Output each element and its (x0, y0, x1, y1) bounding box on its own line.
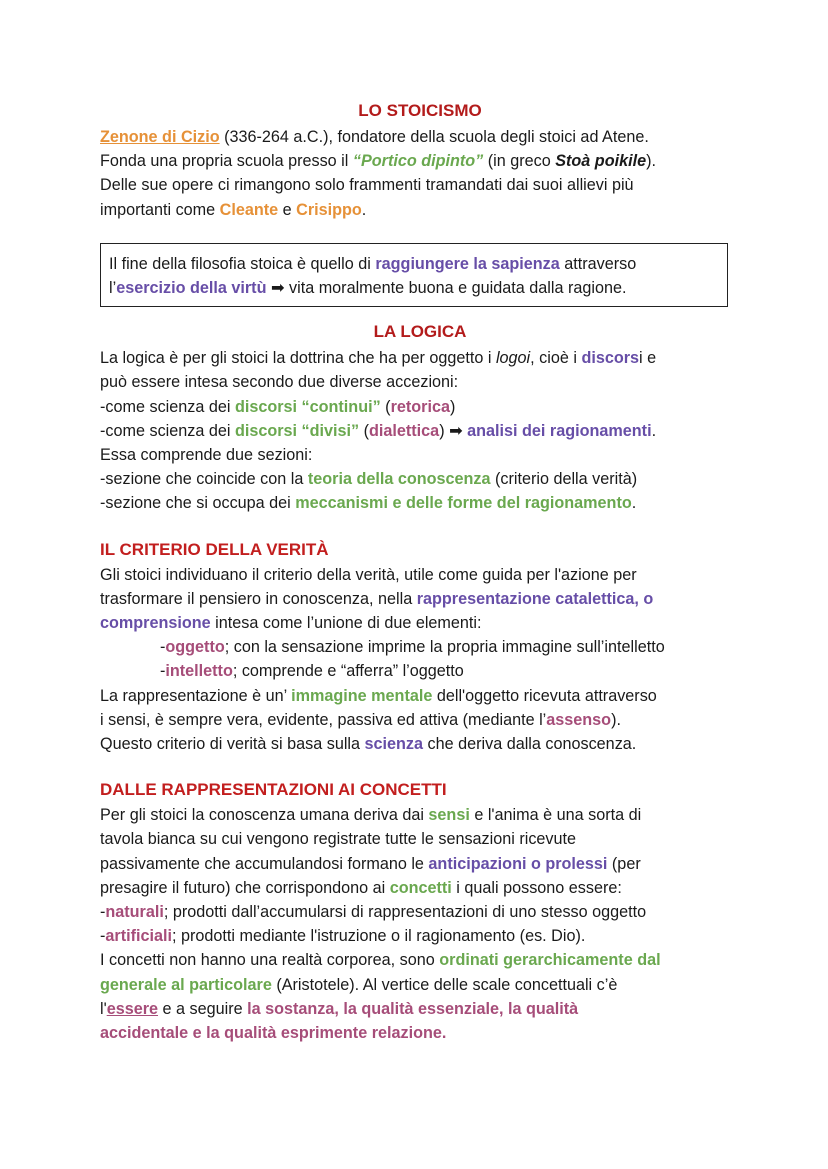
text: La logica è per gli stoici la dottrina che ha per oggetto i (100, 349, 496, 368)
text: che deriva dalla conoscenza. (423, 735, 637, 754)
artificiali-highlight: artificiali (105, 927, 172, 946)
text: . (361, 200, 367, 219)
rappresentazione-highlight: rappresentazione catalettica, o (416, 589, 654, 608)
text: (in greco (483, 152, 556, 171)
teoria-highlight: teoria della conoscenza (307, 470, 491, 489)
text: -sezione che si occupa dei (100, 494, 296, 513)
analisi-highlight: analisi dei ragionamenti (467, 421, 652, 440)
paragraph-line (100, 587, 740, 611)
text: l’ (109, 279, 117, 298)
paragraph-line: può essere intesa secondo due diverse accezioni: (100, 373, 459, 392)
text: , cioè i (530, 349, 582, 368)
generale-highlight: generale al particolare (100, 975, 272, 994)
text: . (631, 494, 637, 513)
anticipazioni-highlight: anticipazioni o prolessi (428, 854, 608, 873)
text: ( (359, 421, 370, 440)
text: (per (607, 854, 641, 873)
virtu-highlight: esercizio della virtù (116, 279, 267, 298)
ordinati-highlight: ordinati gerarchicamente dal (439, 951, 661, 970)
paragraph-line: Gli stoici individuano il criterio della verità, utile come guida per l'azione per (100, 565, 637, 584)
logoi-term: logoi (495, 349, 531, 368)
paragraph-line (100, 467, 740, 491)
text: e l'anima è una sorta di (469, 806, 642, 825)
text: Questo criterio di verità si basa sulla (100, 735, 365, 754)
text: -sezione che coincide con la (100, 470, 308, 489)
text: ➡ vita moralmente buona e guidata dalla ragione. (266, 279, 627, 298)
paragraph-line (100, 419, 740, 443)
paragraph-line (100, 198, 740, 222)
text: -come scienza dei (100, 397, 235, 416)
document-content (100, 97, 740, 1045)
cleante-highlight: Cleante (219, 200, 279, 219)
text: attraverso (559, 254, 637, 273)
stoa-term: Stoà poikile (555, 152, 647, 171)
heading-concetti: DALLE RAPPRESENTAZIONI AI CONCETTI (100, 780, 447, 800)
essere-highlight: essere (106, 999, 159, 1018)
spacer (100, 307, 740, 318)
concetti-highlight: concetti (389, 878, 452, 897)
comprensione-highlight: comprensione (100, 614, 211, 633)
retorica-highlight: retorica (390, 397, 450, 416)
text: trasformare il pensiero in conoscenza, nella (100, 589, 417, 608)
text: ). (611, 710, 621, 729)
title-logica: LA LOGICA (373, 322, 467, 342)
crisippo-highlight: Crisippo (296, 200, 362, 219)
text: Il fine della filosofia stoica è quello di (109, 254, 376, 273)
text: ) (449, 397, 456, 416)
paragraph-line (100, 876, 740, 900)
text: importanti come (100, 200, 220, 219)
text: ; prodotti dall’accumularsi di rappresentazioni di uno stesso oggetto (163, 903, 647, 922)
text: ; con la sensazione imprime la propria immagine sull’intelletto (224, 638, 665, 657)
paragraph-line: Essa comprende due sezioni: (100, 446, 313, 465)
paragraph-line (100, 924, 740, 948)
text: - (160, 662, 166, 681)
spacer (100, 222, 740, 243)
text: La rappresentazione è un’ (100, 686, 292, 705)
paragraph-line (100, 803, 740, 827)
spacer (100, 516, 740, 537)
text: ; prodotti mediante l'istruzione o il ragionamento (es. Dio). (171, 927, 586, 946)
text: intesa come l’unione di due elementi: (210, 614, 482, 633)
text: l' (100, 999, 107, 1018)
paragraph-line (100, 900, 740, 924)
divisi-highlight: discorsi “divisi” (234, 421, 360, 440)
text: . (651, 421, 657, 440)
text: ( (380, 397, 391, 416)
sapienza-highlight: raggiungere la sapienza (375, 254, 560, 273)
sensi-highlight: sensi (428, 806, 470, 825)
naturali-highlight: naturali (105, 903, 164, 922)
text: -come scienza dei (100, 421, 235, 440)
text: (336-264 a.C.), fondatore della scuola degli stoici ad Atene. (219, 128, 649, 146)
paragraph-line (100, 684, 740, 708)
paragraph-line (100, 708, 740, 732)
meccanismi-highlight: meccanismi e delle forme del ragionamento (295, 494, 632, 513)
text: i sensi, è sempre vera, evidente, passiva ed attiva (mediante l’ (100, 710, 547, 729)
text: (criterio della verità) (490, 470, 638, 489)
scienza-highlight: scienza (364, 735, 424, 754)
list-item (100, 635, 740, 659)
text: Fonda una propria scuola presso il (100, 152, 353, 171)
continui-highlight: discorsi “continui” (234, 397, 381, 416)
text: presagire il futuro) che corrispondono ai (100, 878, 390, 897)
text: Per gli stoici la conoscenza umana deriva dai (100, 806, 429, 825)
paragraph-line (100, 491, 740, 515)
assenso-highlight: assenso (546, 710, 612, 729)
sostanza-highlight: la sostanza, la qualità essenziale, la qualità (247, 999, 579, 1018)
paragraph-line (100, 149, 740, 173)
text: passivamente che accumulandosi formano le (100, 854, 429, 873)
text: ) ➡ (439, 421, 468, 440)
text: ). (646, 152, 656, 171)
text: ; comprende e “afferra” l’oggetto (232, 662, 464, 681)
text: i quali possono essere: (451, 878, 622, 897)
text: - (100, 927, 106, 946)
intelletto-highlight: intelletto (165, 662, 233, 681)
text: I concetti non hanno una realtà corporea, sono (100, 951, 440, 970)
paragraph-line (100, 852, 740, 876)
highlight-box (100, 243, 728, 307)
spacer (100, 756, 740, 777)
paragraph-line (100, 1021, 740, 1045)
paragraph-line (100, 948, 740, 972)
text: e (278, 200, 297, 219)
paragraph-line (100, 611, 740, 635)
list-item (100, 659, 740, 683)
paragraph-line: tavola bianca su cui vengono registrate tutte le sensazioni ricevute (100, 830, 577, 849)
dialettica-highlight: dialettica (369, 421, 440, 440)
box-line (109, 252, 719, 276)
paragraph-line (100, 395, 740, 419)
text: dell'oggetto ricevuta attraverso (432, 686, 657, 705)
box-line (109, 276, 719, 300)
paragraph-line: Delle sue opere ci rimangono solo frammenti tramandati dai suoi allievi più (100, 176, 634, 195)
oggetto-highlight: oggetto (165, 638, 225, 657)
heading-criterio: IL CRITERIO DELLA VERITÀ (100, 539, 329, 559)
paragraph-line (100, 997, 740, 1021)
text: (Aristotele). Al vertice delle scale concettuali c’è (271, 975, 618, 994)
paragraph-line (100, 125, 740, 149)
paragraph-line (100, 346, 740, 370)
text: - (160, 638, 166, 657)
accidentale-highlight: accidentale e la qualità esprimente relazione. (100, 1024, 447, 1043)
discorsi-highlight: discors (581, 349, 640, 368)
text: - (100, 903, 106, 922)
paragraph-line (100, 973, 740, 997)
immagine-highlight: immagine mentale (291, 686, 433, 705)
text: e a seguire (158, 999, 248, 1018)
title-stoicismo: LO STOICISMO (358, 101, 482, 120)
paragraph-line (100, 732, 740, 756)
text: i e (639, 349, 657, 368)
zenone-link[interactable]: Zenone di Cizio (100, 128, 220, 146)
portico-highlight: “Portico dipinto” (352, 152, 484, 171)
